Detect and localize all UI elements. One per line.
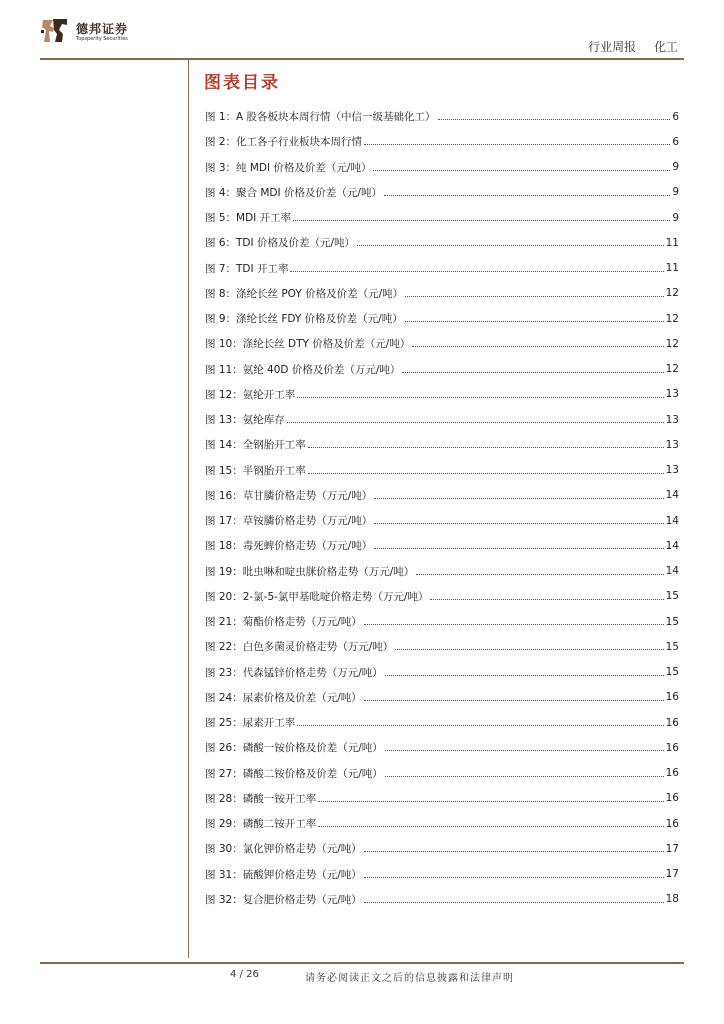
toc-entry-label: 图 8：涤纶长丝 POY 价格及价差（元/吨） [205,287,404,300]
toc-entry[interactable] [205,458,679,483]
toc-entry-page: 14 [665,489,679,502]
toc-entry-page: 17 [665,842,679,855]
toc-dot-leader [364,894,664,903]
toc-entry-label: 图 11：氨纶 40D 价格及价差（万元/吨） [205,363,401,376]
toc-entry[interactable] [205,609,679,634]
toc-entry-label: 图 7：TDI 开工率 [205,262,289,275]
toc-entry[interactable] [205,710,679,735]
toc-entry-page: 12 [665,363,679,376]
toc-entry[interactable] [205,887,679,912]
toc-dot-leader [297,717,663,726]
toc-entry-label: 图 32：复合肥价格走势（元/吨） [205,893,362,906]
toc-entry-label: 图 2：化工各子行业板块本周行情 [205,136,363,149]
toc-entry-page: 15 [665,666,679,679]
toc-entry-label: 图 5：MDI 开工率 [205,212,292,225]
toc-entry[interactable] [205,786,679,811]
toc-entry[interactable] [205,205,679,230]
toc-entry-label: 图 22：白色多菌灵价格走势（万元/吨） [205,641,394,654]
toc-dot-leader [374,540,663,549]
toc-dot-leader [297,389,663,398]
toc-dot-leader [385,667,664,676]
toc-dot-leader [293,212,670,221]
toc-entry[interactable] [205,407,679,432]
toc-dot-leader [374,515,663,524]
toc-entry-page: 18 [665,893,679,906]
toc-entry[interactable] [205,836,679,861]
toc-entry-page: 12 [665,337,679,350]
toc-entry[interactable] [205,735,679,760]
toc-entry-page: 16 [665,817,679,830]
toc-dot-leader [395,641,663,650]
toc-entry[interactable] [205,180,679,205]
toc-dot-leader [287,414,664,423]
toc-entry-label: 图 13：氨纶库存 [205,414,285,427]
toc-entry-label: 图 28：磷酸一铵开工率 [205,792,317,805]
toc-entry-page: 13 [665,464,679,477]
toc-dot-leader [416,566,663,575]
toc-entry[interactable] [205,357,679,382]
toc-entry[interactable] [205,129,679,154]
toc-entry-page: 16 [665,716,679,729]
toc-entry-label: 图 16：草甘膦价格走势（万元/吨） [205,489,373,502]
footer-disclaimer: 请务必阅读正文之后的信息披露和法律声明 [305,973,514,984]
toc-dot-leader [438,111,671,120]
toc-entry-label: 图 12：氨纶开工率 [205,388,296,401]
toc-entry-label: 图 27：磷酸二铵价格及价差（元/吨） [205,767,383,780]
company-logo [40,16,150,48]
toc-dot-leader [308,439,664,448]
toc-entry-page: 15 [665,640,679,653]
toc-dot-leader [385,768,664,777]
toc-entry-page: 14 [665,514,679,527]
toc-entry-label: 图 17：草铵膦价格走势（万元/吨） [205,515,373,528]
toc-entry[interactable] [205,306,679,331]
toc-entry-page: 6 [672,135,679,148]
toc-list [205,104,679,912]
toc-dot-leader [405,313,664,322]
toc-entry[interactable] [205,811,679,836]
toc-dot-leader [402,364,663,373]
toc-entry[interactable] [205,533,679,558]
toc-entry-label: 图 18：毒死蜱价格走势（万元/吨） [205,540,373,553]
toc-entry-label: 图 6：TDI 价格及价差（元/吨） [205,237,355,250]
toc-dot-leader [385,742,664,751]
toc-dot-leader [430,591,663,600]
toc-entry-label: 图 10：涤纶长丝 DTY 价格及价差（元/吨） [205,338,411,351]
toc-entry-page: 16 [665,767,679,780]
toc-entry-label: 图 24：尿素价格及价差（元/吨） [205,691,362,704]
toc-entry[interactable] [205,281,679,306]
toc-entry[interactable] [205,634,679,659]
toc-dot-leader [384,187,670,196]
toc-entry-page: 6 [672,110,679,123]
toc-entry-page: 16 [665,792,679,805]
toc-entry-label: 图 19：吡虫啉和啶虫脒价格走势（万元/吨） [205,565,415,578]
toc-entry-label: 图 3：纯 MDI 价格及价差（元/吨） [205,161,372,174]
toc-entry-page: 15 [665,590,679,603]
toc-entry-label: 图 21：菊酯价格走势（万元/吨） [205,616,362,629]
left-margin-line [188,60,189,958]
toc-entry[interactable] [205,104,679,129]
brand-name: 德邦证券 [76,22,129,36]
toc-entry-label: 图 9：涤纶长丝 FDY 价格及价差（元/吨） [205,313,403,326]
toc-entry[interactable] [205,761,679,786]
toc-entry[interactable] [205,382,679,407]
toc-entry[interactable] [205,256,679,281]
toc-dot-leader [290,263,663,272]
toc-entry-label: 图 29：磷酸二铵开工率 [205,818,317,831]
toc-entry-label: 图 23：代森锰锌价格走势（万元/吨） [205,666,383,679]
toc-dot-leader [364,616,664,625]
toc-entry-label: 图 1：A 股各板块本周行情（中信一级基础化工） [205,111,436,124]
toc-dot-leader [364,869,664,878]
toc-entry[interactable] [205,432,679,457]
company-logo-icon [40,16,70,46]
toc-dot-leader [373,162,670,171]
toc-entry-page: 11 [665,262,679,275]
toc-entry-label: 图 14：全钢胎开工率 [205,439,306,452]
toc-entry-page: 14 [665,539,679,552]
footer-page-number: 4 / 26 [230,969,259,980]
brand-subtitle: Topsperity Securities [76,36,128,42]
sector-label: 化工 [653,40,678,54]
toc-entry-page: 13 [665,438,679,451]
toc-entry-page: 17 [665,868,679,881]
toc-entry-label: 图 4：聚合 MDI 价格及价差（元/吨） [205,186,382,199]
toc-entry-page: 11 [665,236,679,249]
toc-entry[interactable] [205,155,679,180]
toc-entry-label: 图 25：尿素开工率 [205,717,296,730]
toc-entry[interactable] [205,584,679,609]
footer-divider [40,962,684,964]
toc-entry-page: 15 [665,615,679,628]
toc-entry[interactable] [205,508,679,533]
toc-entry[interactable] [205,660,679,685]
toc-entry-page: 16 [665,741,679,754]
report-type: 行业周报 [588,40,637,54]
toc-dot-leader [374,490,663,499]
toc-entry-page: 12 [665,287,679,300]
toc-entry-page: 13 [665,388,679,401]
toc-entry-page: 9 [672,186,679,199]
toc-entry-page: 9 [672,211,679,224]
toc-entry-label: 图 31：硫酸钾价格走势（元/吨） [205,868,362,881]
toc-dot-leader [318,793,663,802]
toc-entry-page: 13 [665,413,679,426]
toc-title: 图表目录 [204,73,280,93]
toc-entry-label: 图 15：半钢胎开工率 [205,464,306,477]
toc-entry[interactable] [205,483,679,508]
toc-entry-page: 14 [665,565,679,578]
toc-entry[interactable] [205,862,679,887]
toc-entry[interactable] [205,230,679,255]
toc-dot-leader [357,237,664,246]
toc-entry-label: 图 26：磷酸一铵价格及价差（元/吨） [205,742,383,755]
toc-entry-label: 图 30：氯化钾价格走势（元/吨） [205,843,362,856]
toc-entry-page: 9 [672,161,679,174]
toc-dot-leader [364,136,670,145]
toc-dot-leader [405,288,663,297]
header-divider [40,58,684,60]
toc-dot-leader [364,692,664,701]
toc-dot-leader [318,818,663,827]
toc-entry[interactable] [205,685,679,710]
toc-entry-page: 12 [665,312,679,325]
toc-entry-label: 图 20：2-氯-5-氯甲基吡啶价格走势（万元/吨） [205,590,429,603]
toc-dot-leader [308,465,664,474]
header-labels [574,38,678,55]
toc-entry[interactable] [205,559,679,584]
toc-dot-leader [364,843,664,852]
toc-dot-leader [412,338,663,347]
toc-entry[interactable] [205,331,679,356]
toc-entry-page: 16 [665,691,679,704]
